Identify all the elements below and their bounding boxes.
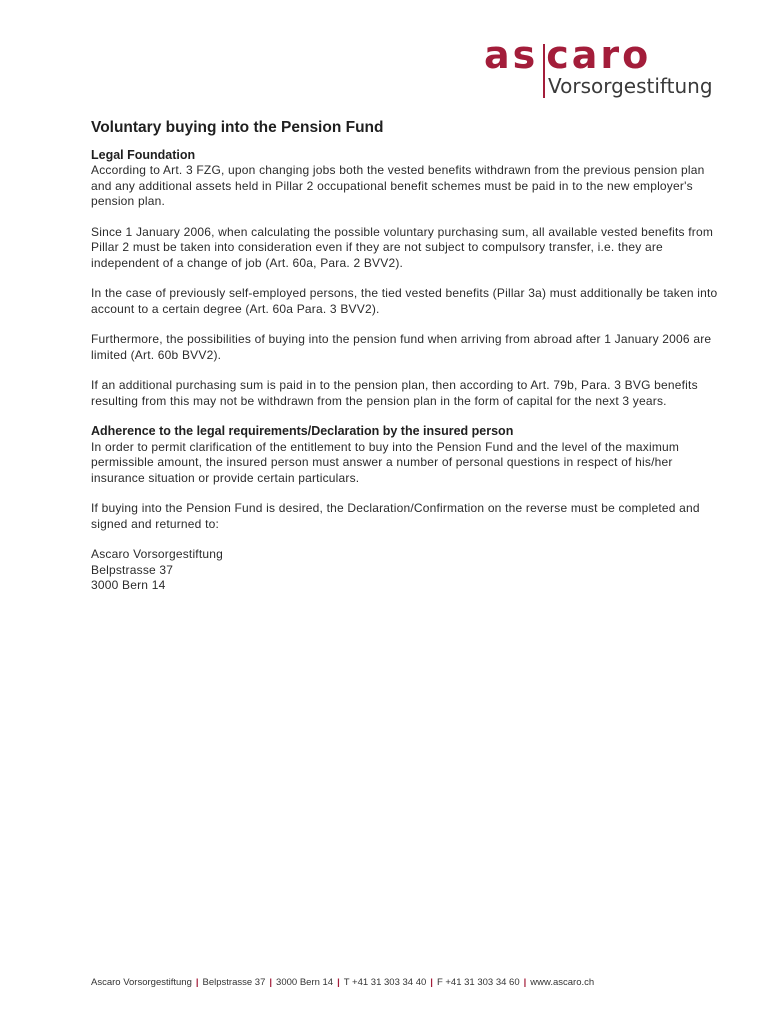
section-heading-legal-foundation: Legal Foundation <box>91 147 196 162</box>
document-body <box>91 120 725 594</box>
address-line: 3000 Bern 14 <box>91 578 166 592</box>
footer-separator: | <box>337 977 340 988</box>
footer-fax: F +41 31 303 34 60 <box>436 977 520 988</box>
footer-separator: | <box>430 977 433 988</box>
document-title: Voluntary buying into the Pension Fund <box>91 119 384 136</box>
paragraph: Since 1 January 2006, when calculating the possible voluntary purchasing sum, all available vested benefits from Pillar 2 must be taken into consideration even if they are not subject to compulsory transfer, i.e. they are independent of a change of job (Art. 60a, Para. 2 BVV2). <box>91 224 714 270</box>
paragraph: According to Art. 3 FZG, upon changing jobs both the vested benefits withdrawn from the previous pension plan and any additional assets held in Pillar 2 occupational benefit schemes must be paid in to the new employer's pension plan. <box>91 163 705 208</box>
address-line: Ascaro Vorsorgestiftung <box>91 547 224 561</box>
ascaro-logo <box>484 33 734 102</box>
footer-street: Belpstrasse 37 <box>202 977 266 988</box>
footer-separator: | <box>523 977 527 988</box>
section-adherence <box>91 424 725 532</box>
logo-brand-left: as <box>484 33 539 77</box>
page-footer <box>91 977 594 988</box>
paragraph: If an additional purchasing sum is paid in to the pension plan, then according to Art. 79b, Para. 3 BVG benefits resulting from this may not be withdrawn from the pension plan in the form of capital for the next 3 years. <box>91 378 698 408</box>
paragraph: In the case of previously self-employed persons, the tied vested benefits (Pillar 3a) must additionally be taken into account to a certain degree (Art. 60a Para. 3 BVV2). <box>91 286 718 316</box>
logo-divider <box>543 44 545 98</box>
return-address <box>91 547 725 594</box>
paragraph: If buying into the Pension Fund is desired, the Declaration/Confirmation on the reverse must be completed and signed and returned to: <box>91 501 700 531</box>
logo-brand-right: caro <box>546 33 652 77</box>
logo-subtitle: Vorsorgestiftung <box>548 74 713 98</box>
paragraph: In order to permit clarification of the entitlement to buy into the Pension Fund and the level of the maximum permissible amount, the insured person must answer a number of personal questions in respect of his/her insurance situation or provide certain particulars. <box>91 439 680 485</box>
footer-separator: | <box>195 977 199 988</box>
footer-separator: | <box>269 977 273 988</box>
footer-city: 3000 Bern 14 <box>276 977 334 988</box>
section-heading-adherence: Adherence to the legal requirements/Declaration by the insured person <box>91 424 514 438</box>
paragraph: Furthermore, the possibilities of buying into the pension fund when arriving from abroad after 1 January 2006 are limited (Art. 60b BVV2). <box>91 332 712 362</box>
footer-phone: T +41 31 303 34 40 <box>343 977 427 988</box>
footer-website: www.ascaro.ch <box>530 977 595 988</box>
logo-wordmark <box>484 33 652 77</box>
address-line: Belpstrasse 37 <box>91 562 174 577</box>
footer-company: Ascaro Vorsorgestiftung <box>91 977 192 988</box>
